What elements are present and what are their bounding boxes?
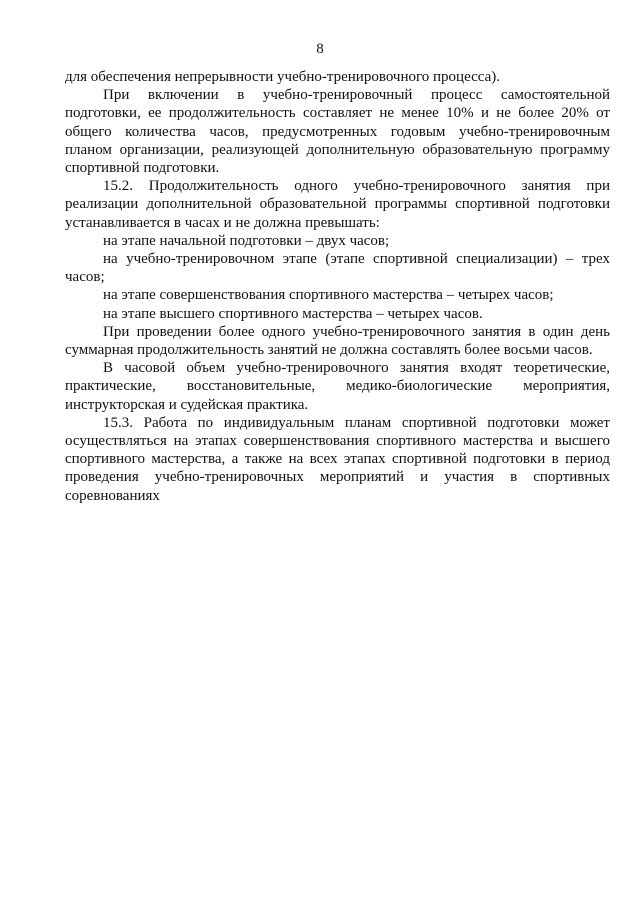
document-body: [65, 68, 610, 505]
list-item-higher-mastery-stage: на этапе высшего спортивного мастерства – четырех часов.: [103, 305, 483, 322]
list-item-training-stage: на учебно-тренировочном этапе (этапе спортивной специализации) – трех часов;: [65, 251, 610, 286]
paragraph-self-training: При включении в учебно-тренировочный процесс самостоятельной подготовки, ее продолжительность составляет не менее 10% и не более 20% от общего количества часов, предусмотренных годовым учебно-тренировочным планом организации, реализующей дополнительную образовательную программу спортивной подготовки.: [65, 87, 610, 177]
paragraph-daily-limit: При проведении более одного учебно-тренировочного занятия в один день суммарная продолжительность занятий не должна составлять более восьми часов.: [65, 323, 610, 359]
paragraph-15-2: 15.2. Продолжительность одного учебно-тренировочного занятия при реализации дополнительной образовательной программы спортивной подготовки устанавливается в часах и не должна превышать:: [65, 178, 610, 231]
paragraph-15-3: 15.3. Работа по индивидуальным планам спортивной подготовки может осуществляться на этапах совершенствования спортивного мастерства и высшего спортивного мастерства, а также на всех этапах спортивной подготовки в период проведения учебно-тренировочных мероприятий и участия в спортивных соревнованиях: [65, 414, 610, 504]
paragraph-hour-volume: В часовой объем учебно-тренировочного занятия входят теоретические, практические, восстановительные, медико-биологические мероприятия, инструкторская и судейская практика.: [65, 360, 610, 413]
paragraph-continuation: для обеспечения непрерывности учебно-тренировочного процесса).: [65, 69, 501, 85]
list-item-improvement-stage: на этапе совершенствования спортивного мастерства – четырех часов;: [103, 287, 554, 304]
page-number: 8: [316, 41, 324, 57]
list-item-initial-stage: на этапе начальной подготовки – двух часов;: [103, 232, 390, 249]
